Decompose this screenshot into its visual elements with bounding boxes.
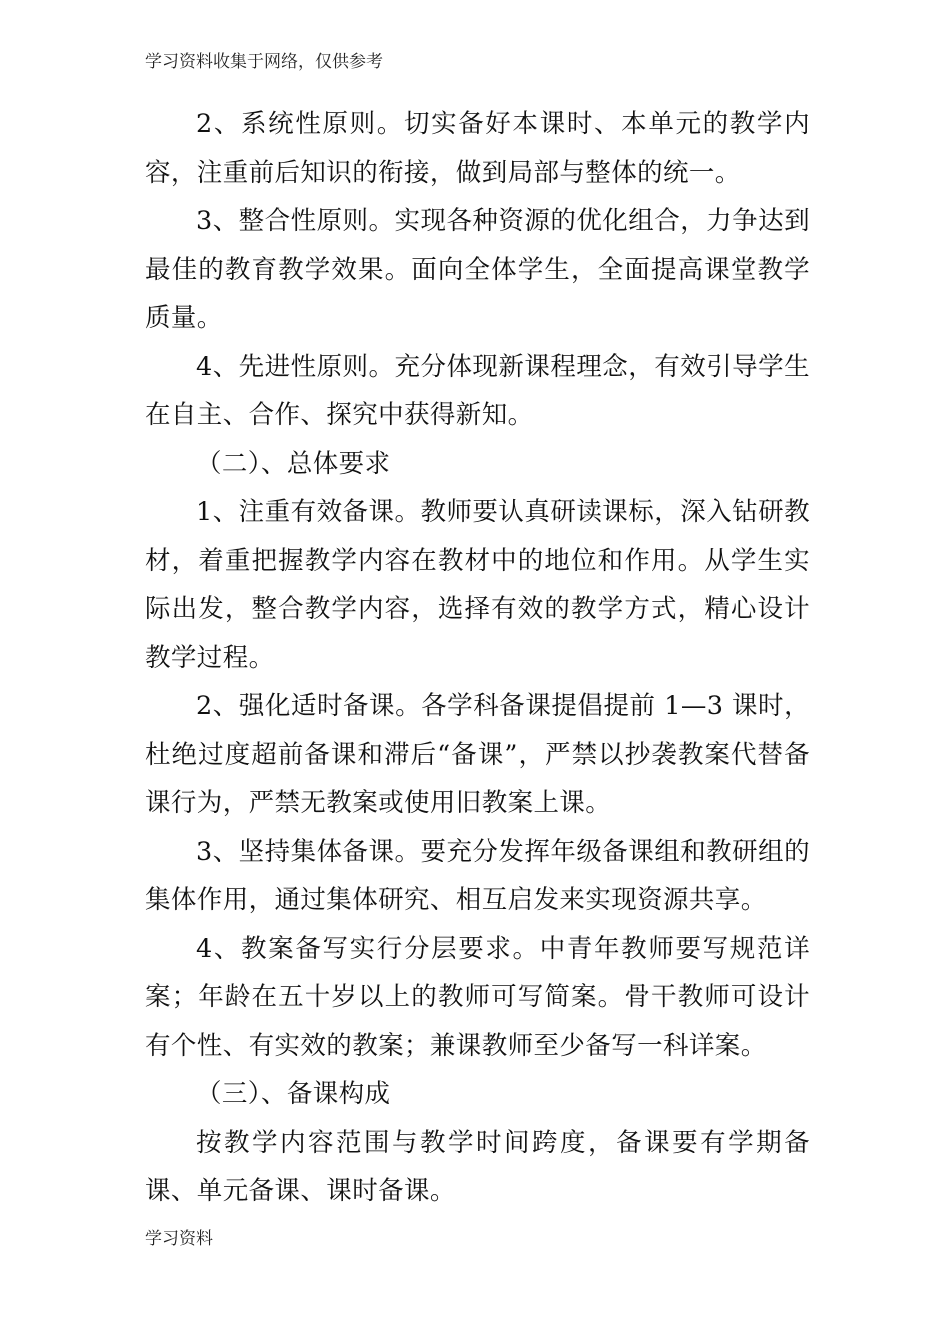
paragraph-system-principle: 2、系统性原则。切实备好本课时、本单元的教学内容，注重前后知识的衔接，做到局部与整体的统一。 bbox=[145, 109, 810, 188]
paragraph-integration-principle: 3、整合性原则。实现各种资源的优化组合，力争达到最佳的教育教学效果。面向全体学生，全面提高课堂教学质量。 bbox=[145, 206, 810, 333]
page-header: 学习资料收集于网络，仅供参考 bbox=[145, 52, 383, 72]
section-heading-general-requirements: （二）、总体要求 bbox=[196, 448, 391, 479]
paragraph-preparation-types: 按教学内容范围与教学时间跨度，备课要有学期备课、单元备课、课时备课。 bbox=[145, 1127, 810, 1206]
paragraph-advanced-principle: 4、先进性原则。充分体现新课程理念，有效引导学生在自主、合作、探究中获得新知。 bbox=[145, 351, 810, 430]
paragraph-timely-preparation: 2、强化适时备课。各学科备课提倡提前 1—3 课时，杜绝过度超前备课和滞后“备课”，严禁以抄袭教案代替备课行为，严禁无教案或使用旧教案上课。 bbox=[145, 691, 810, 818]
paragraph-tiered-lesson-plans: 4、教案备写实行分层要求。中青年教师要写规范详案；年龄在五十岁以上的教师可写简案。骨干教师可设计有个性、有实效的教案；兼课教师至少备写一科详案。 bbox=[145, 933, 810, 1061]
document-body bbox=[145, 100, 810, 1216]
paragraph-collective-preparation: 3、坚持集体备课。要充分发挥年级备课组和教研组的集体作用，通过集体研究、相互启发来实现资源共享。 bbox=[145, 836, 810, 915]
section-heading-preparation-composition: （三）、备课构成 bbox=[196, 1079, 391, 1109]
paragraph-effective-preparation: 1、注重有效备课。教师要认真研读课标，深入钻研教材，着重把握教学内容在教材中的地位和作用。从学生实际出发，整合教学内容，选择有效的教学方式，精心设计教学过程。 bbox=[145, 497, 810, 673]
page-footer: 学习资料 bbox=[145, 1229, 213, 1249]
